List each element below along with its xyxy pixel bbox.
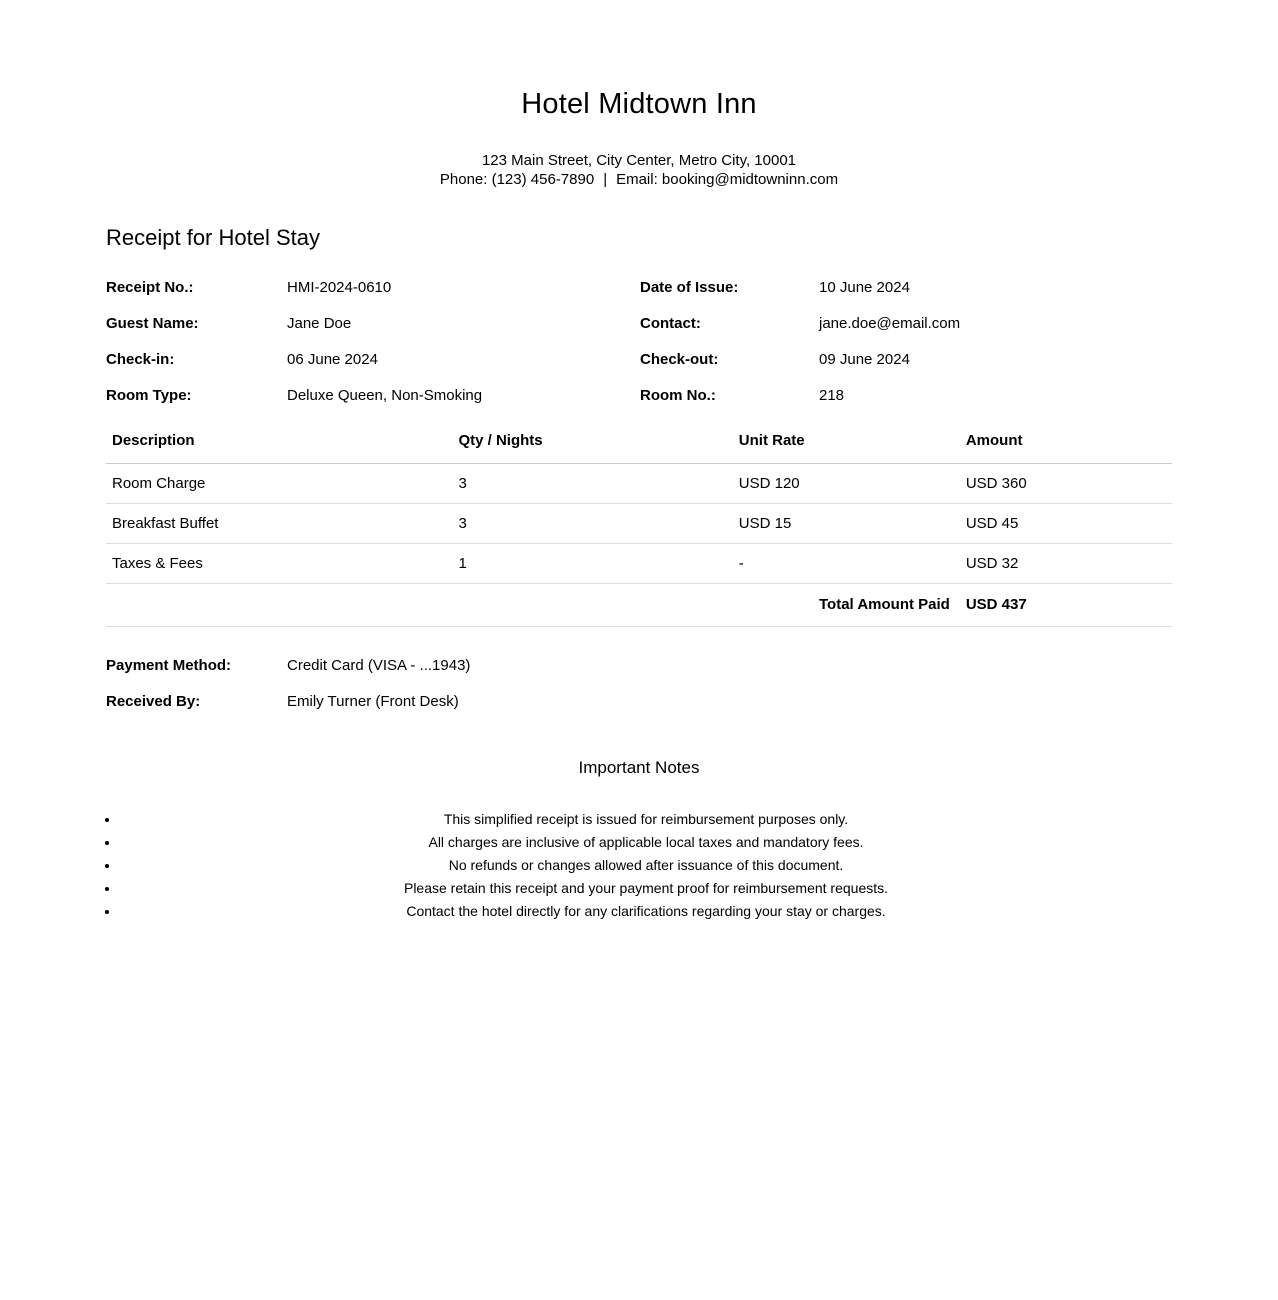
table-row [106, 544, 1172, 584]
hotel-phone-email-line [106, 170, 1172, 189]
table-row [106, 464, 1172, 504]
list-item: • Contact the hotel directly for any clarifications regarding your stay or charges. [120, 900, 1172, 923]
charges-table-header-row [106, 428, 1172, 464]
guest-name-label: Guest Name: [106, 315, 199, 332]
received-by-label: Received By: [106, 693, 201, 710]
item-amount: USD 32 [960, 544, 1172, 584]
col-header-unit-rate: Unit Rate [733, 428, 960, 464]
item-amount: USD 360 [960, 464, 1172, 504]
check-out-label: Check-out: [640, 351, 719, 368]
item-unit-rate: - [733, 544, 960, 584]
item-description: Breakfast Buffet [106, 504, 452, 544]
list-item: • Please retain this receipt and your payment proof for reimbursement requests. [120, 877, 1172, 900]
payment-method-label: Payment Method: [106, 657, 232, 674]
room-type-label: Room Type: [106, 387, 192, 404]
check-in-label: Check-in: [106, 351, 175, 368]
item-qty-nights: 3 [452, 464, 732, 504]
item-qty-nights: 3 [452, 504, 732, 544]
item-unit-rate: USD 15 [733, 504, 960, 544]
check-in-value: 06 June 2024 [287, 351, 378, 368]
payment-block [106, 656, 1172, 712]
date-of-issue-label: Date of Issue: [640, 279, 739, 296]
receipt-no-label: Receipt No.: [106, 279, 194, 296]
list-item: • This simplified receipt is issued for reimbursement purposes only. [120, 808, 1172, 831]
col-header-description: Description [106, 428, 452, 464]
room-no-value: 218 [819, 387, 845, 404]
item-description: Taxes & Fees [106, 544, 452, 584]
hotel-phone: Phone: (123) 456-7890 [439, 171, 595, 188]
notes-list [106, 808, 1172, 923]
list-item: • All charges are inclusive of applicable local taxes and mandatory fees. [120, 831, 1172, 854]
hotel-name: Hotel Midtown Inn [521, 88, 757, 120]
item-unit-rate: USD 120 [733, 464, 960, 504]
list-item: • No refunds or changes allowed after issuance of this document. [120, 854, 1172, 877]
item-amount: USD 45 [960, 504, 1172, 544]
notes-title: Important Notes [578, 758, 700, 777]
received-by-value: Emily Turner (Front Desk) [287, 693, 459, 710]
check-out-value: 09 June 2024 [819, 351, 910, 368]
contact-separator: | [603, 171, 608, 188]
col-header-qty-nights: Qty / Nights [452, 428, 732, 464]
col-header-amount: Amount [960, 428, 1172, 464]
date-of-issue-value: 10 June 2024 [819, 279, 910, 296]
total-amount-value: USD 437 [960, 584, 1172, 627]
table-row [106, 504, 1172, 544]
room-no-label: Room No.: [640, 387, 716, 404]
hotel-address: 123 Main Street, City Center, Metro City, 10001 [481, 152, 797, 169]
receipt-details-grid [106, 278, 1172, 406]
receipt-page [106, 0, 1172, 983]
contact-value: jane.doe@email.com [819, 315, 961, 332]
receipt-no-value: HMI-2024-0610 [287, 279, 392, 296]
total-row [106, 584, 1172, 627]
hotel-contact-block [106, 151, 1172, 189]
charges-table [106, 428, 1172, 627]
item-description: Room Charge [106, 464, 452, 504]
total-amount-label: Total Amount Paid [106, 584, 960, 627]
guest-name-value: Jane Doe [287, 315, 352, 332]
item-qty-nights: 1 [452, 544, 732, 584]
page-title: Receipt for Hotel Stay [106, 225, 320, 250]
hotel-email: Email: booking@midtowninn.com [616, 171, 839, 188]
room-type-value: Deluxe Queen, Non-Smoking [287, 387, 483, 404]
payment-method-value: Credit Card (VISA - ...1943) [287, 657, 471, 674]
contact-label: Contact: [640, 315, 701, 332]
